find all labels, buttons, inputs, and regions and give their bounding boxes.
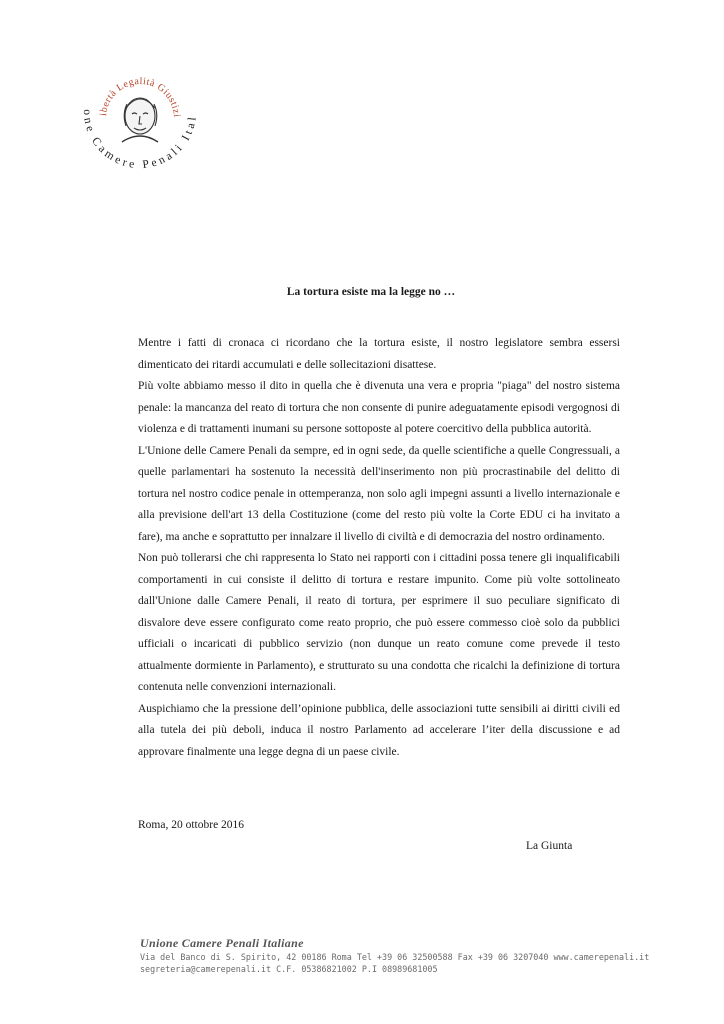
footer-address: Via del Banco di S. Spirito, 42 00186 Roma Tel +39 06 32500588 Fax +39 06 3207040 www.camerepenali.it	[140, 952, 650, 962]
paragraph: Più volte abbiamo messo il dito in quella che è divenuta una vera e propria "piaga" del nostro sistema penale: la mancanza del reato di tortura che non consente di punire adeguatamente episodi vergognosi di violenza e di trattamenti inumani su persone sottoposte al potere coercitivo della pubblica autorità.	[138, 380, 620, 435]
logo-upper-text: ibertà Legalità Giustizi	[98, 75, 183, 118]
footer	[140, 936, 660, 975]
footer-org: Unione Camere Penali Italiane	[140, 936, 304, 950]
paragraph: Non può tollerarsi che chi rappresenta lo Stato nei rapporti con i cittadini possa tenere gli inqualificabili comportamenti in cui consiste il delitto di tortura e restare impunito. Come più volte sottolineato dall'Unione dalle Camere Penali, il reato di tortura, per esprimere il suo peculiare significato di disvalore deve essere configurato come reato proprio, che può essere commesso cioè solo da pubblici ufficiali o incaricati di pubblico servizio (non dunque un reato comune come prevede il testo attualmente dormiente in Parlamento), e strutturato su una condotta che ricalchi la definizione di tortura contenuta nelle convenzioni internazionali.	[138, 552, 620, 693]
document-date: Roma, 20 ottobre 2016	[138, 819, 245, 831]
document-title: La tortura esiste ma la legge no …	[286, 286, 456, 298]
footer-fiscal: segreteria@camerepenali.it C.F. 05386821002 P.I 08989681005	[140, 964, 438, 974]
paragraph: L'Unione delle Camere Penali da sempre, ed in ogni sede, da quelle scientifiche a quelle Congressuali, a quelle parlamentari ha sostenuto la necessità dell'inserimento non più procrastinabile del delitto di tortura nel nostro codice penale in ottemperanza, non solo agli impegni assunti a livello internazionale e alla previsione dell'art 13 della Costituzione (come del resto più volte la Corte EDU ci ha invitato a fare), ma anche e soprattutto per innalzare il livello di civiltà e di democrazia del nostro ordinamento.	[138, 444, 620, 543]
paragraph: Mentre i fatti di cronaca ci ricordano che la tortura esiste, il nostro legislatore sembra essersi dimenticato dei ritardi accumulati e delle sollecitazioni disattese.	[138, 337, 620, 371]
portrait-icon	[122, 98, 158, 142]
document-body	[138, 333, 620, 763]
logo	[70, 42, 210, 182]
signature: La Giunta	[526, 840, 573, 852]
paragraph: Auspichiamo che la pressione dell’opinione pubblica, delle associazioni tutte sensibili ai diritti civili ed alla tutela dei più deboli, induca il nostro Parlamento ad accelerare l’iter della discussione e ad approvare finalmente una legge degna di un paese civile.	[138, 702, 620, 758]
logo-lower-text: one Camere Penali Ital	[80, 109, 200, 172]
